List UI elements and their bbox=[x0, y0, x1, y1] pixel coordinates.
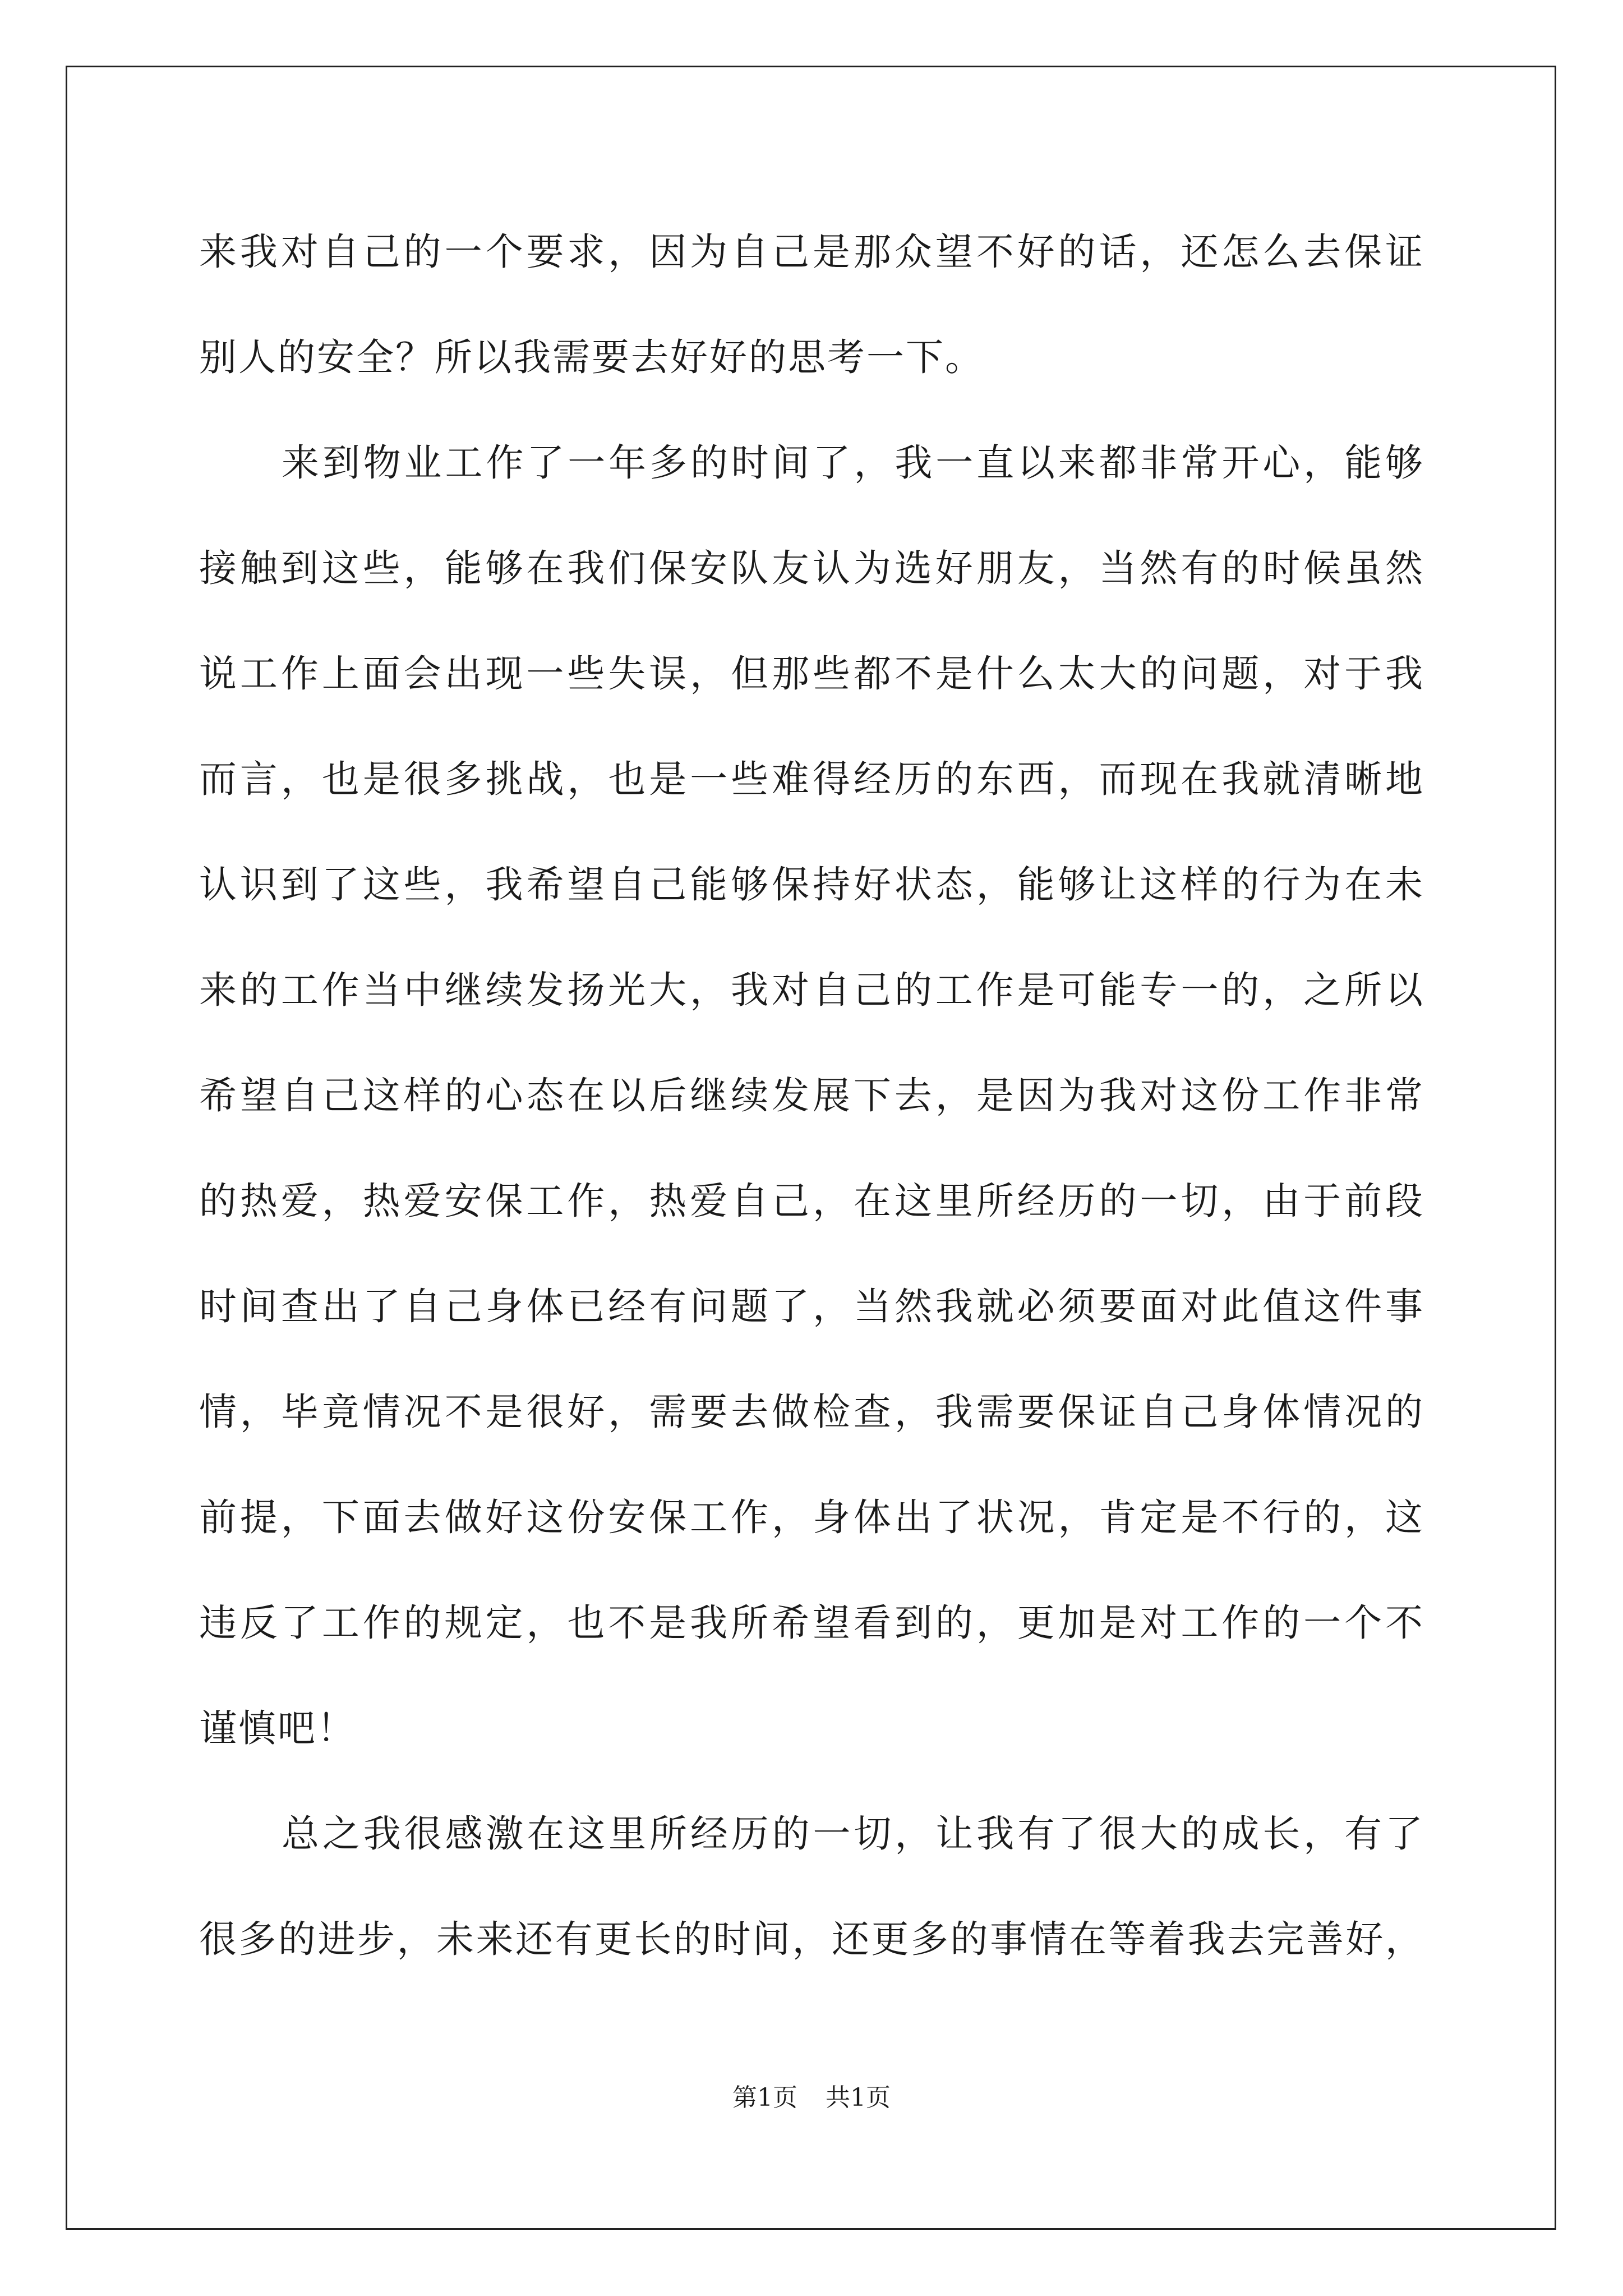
page-total: 共1页 bbox=[826, 2083, 891, 2112]
text-line: 说工作上面会出现一些失误，但那些都不是什么太大的问题，对于我 bbox=[199, 652, 1424, 696]
text-line: 前提，下面去做好这份安保工作，身体出了状况，肯定是不行的，这 bbox=[199, 1496, 1424, 1539]
text-line: 谨慎吧！ bbox=[199, 1706, 356, 1750]
body-text bbox=[199, 199, 1424, 1992]
text-line: 接触到这些，能够在我们保安队友认为选好朋友，当然有的时候虽然 bbox=[199, 546, 1424, 590]
text-line: 很多的进步，未来还有更长的时间，还更多的事情在等着我去完善好， bbox=[199, 1917, 1424, 1961]
text-line: 认识到了这些，我希望自己能够保持好状态，能够让这样的行为在未 bbox=[199, 863, 1424, 907]
text-line: 来到物业工作了一年多的时间了，我一直以来都非常开心，能够 bbox=[282, 441, 1424, 485]
text-line: 总之我很感激在这里所经历的一切，让我有了很大的成长，有了 bbox=[282, 1812, 1424, 1856]
text-line: 时间查出了自己身体已经有问题了，当然我就必须要面对此值这件事 bbox=[199, 1285, 1424, 1328]
text-line: 违反了工作的规定，也不是我所希望看到的，更加是对工作的一个不 bbox=[199, 1601, 1424, 1645]
text-line: 的热爱，热爱安保工作，热爱自己，在这里所经历的一切，由于前段 bbox=[199, 1179, 1424, 1223]
text-line: 来的工作当中继续发扬光大，我对自己的工作是可能专一的，之所以 bbox=[199, 968, 1424, 1012]
page-footer bbox=[0, 2081, 1623, 2115]
text-line: 情，毕竟情况不是很好，需要去做检查，我需要保证自己身体情况的 bbox=[199, 1390, 1424, 1434]
text-line: 希望自己这样的心态在以后继续发展下去，是因为我对这份工作非常 bbox=[199, 1074, 1424, 1117]
text-line: 来我对自己的一个要求，因为自己是那众望不好的话，还怎么去保证 bbox=[199, 230, 1424, 274]
text-line: 别人的安全？所以我需要去好好的思考一下。 bbox=[199, 335, 984, 379]
page-number: 第1页 bbox=[732, 2083, 797, 2112]
text-line: 而言，也是很多挑战，也是一些难得经历的东西，而现在我就清晰地 bbox=[199, 757, 1424, 801]
